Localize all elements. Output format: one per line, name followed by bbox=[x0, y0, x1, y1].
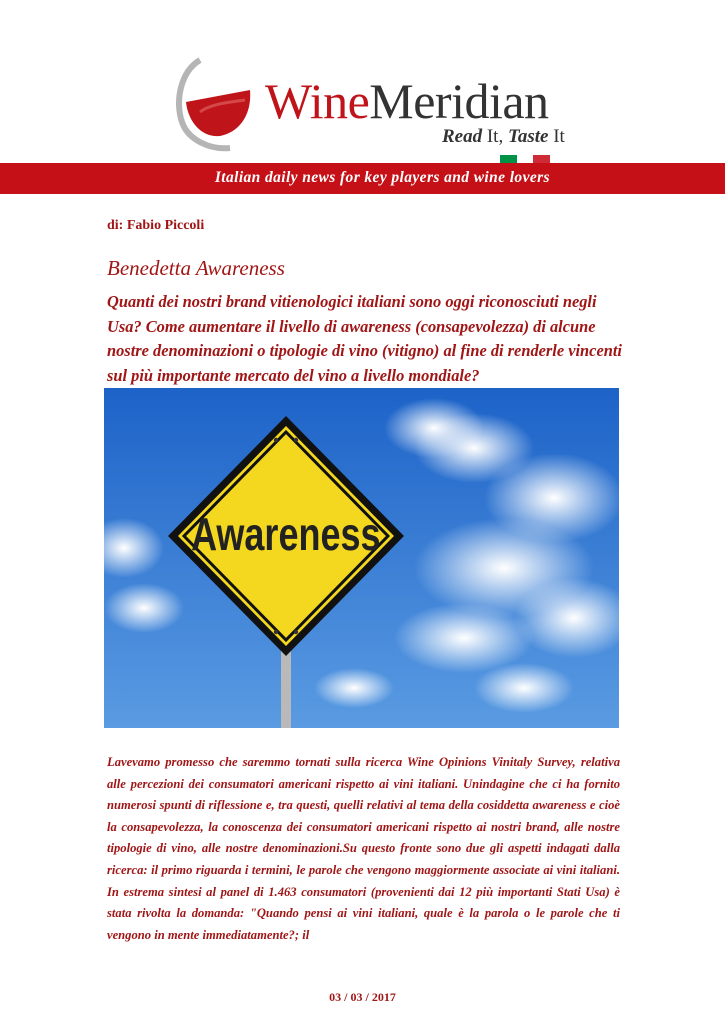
sign-text: Awareness bbox=[191, 508, 381, 561]
article-title: Benedetta Awareness bbox=[107, 256, 285, 280]
tagline-word-taste: Taste bbox=[507, 126, 549, 147]
article-body: Lavevamo promesso che saremmo tornati sulla ricerca Wine Opinions Vinitaly Survey, relativa alle percezioni dei consumatori americani rispetto ai vini italiani. Unindagine che ci ha fornito numerosi spunti di riflessione e, tra questi, quelli relativi al tema della cosiddetta awareness e cioè la consapevolezza, la conoscenza dei consumatori americani rispetto ai nostri brand, alle nostre tipologie di vino, alle nostre denominazioni.Su questo fronte sono due gli aspetti indagati dalla ricerca: il primo riguarda i termini, le parole che vengono maggiormente associate ai vini italiani. In estrema sintesi al panel di 1.463 consumatori (provenienti dai 12 più importanti Stati Usa) è stata rivolta la domanda: "Quando pensi ai vini italiani, quale è la parola o le parole che ti vengono in mente immediatamente?; il bbox=[107, 755, 620, 942]
brand-name-part1: Wine bbox=[265, 73, 370, 129]
italian-flag-icon bbox=[500, 155, 550, 163]
footer-date: 03 / 03 / 2017 bbox=[329, 990, 396, 1004]
tagline-word-it: It, bbox=[486, 126, 504, 147]
wine-meridian-logo bbox=[170, 52, 570, 162]
header-banner bbox=[0, 163, 725, 194]
brand-tagline bbox=[442, 126, 565, 148]
article-image bbox=[104, 388, 619, 728]
tagline-word-read: Read bbox=[442, 126, 483, 147]
banner-text: Italian daily news for key players and wine lovers bbox=[214, 169, 550, 186]
wine-glass-icon bbox=[170, 52, 270, 162]
brand-name bbox=[265, 72, 549, 130]
article-lead: Quanti dei nostri brand vitienologici italiani sono oggi riconosciuti negli Usa? Come aumentare il livello di awareness (consapevolezza) di alcune nostre denominazioni o tipologie di vino (vitigno) al fine di renderle vincenti sul più importante mercato del vino a livello mondiale? bbox=[107, 292, 622, 385]
article-byline: di: Fabio Piccoli bbox=[107, 218, 205, 233]
awareness-sign-illustration bbox=[104, 388, 619, 728]
brand-name-part2: Meridian bbox=[369, 73, 549, 129]
tagline-word-it2: It bbox=[553, 126, 565, 147]
